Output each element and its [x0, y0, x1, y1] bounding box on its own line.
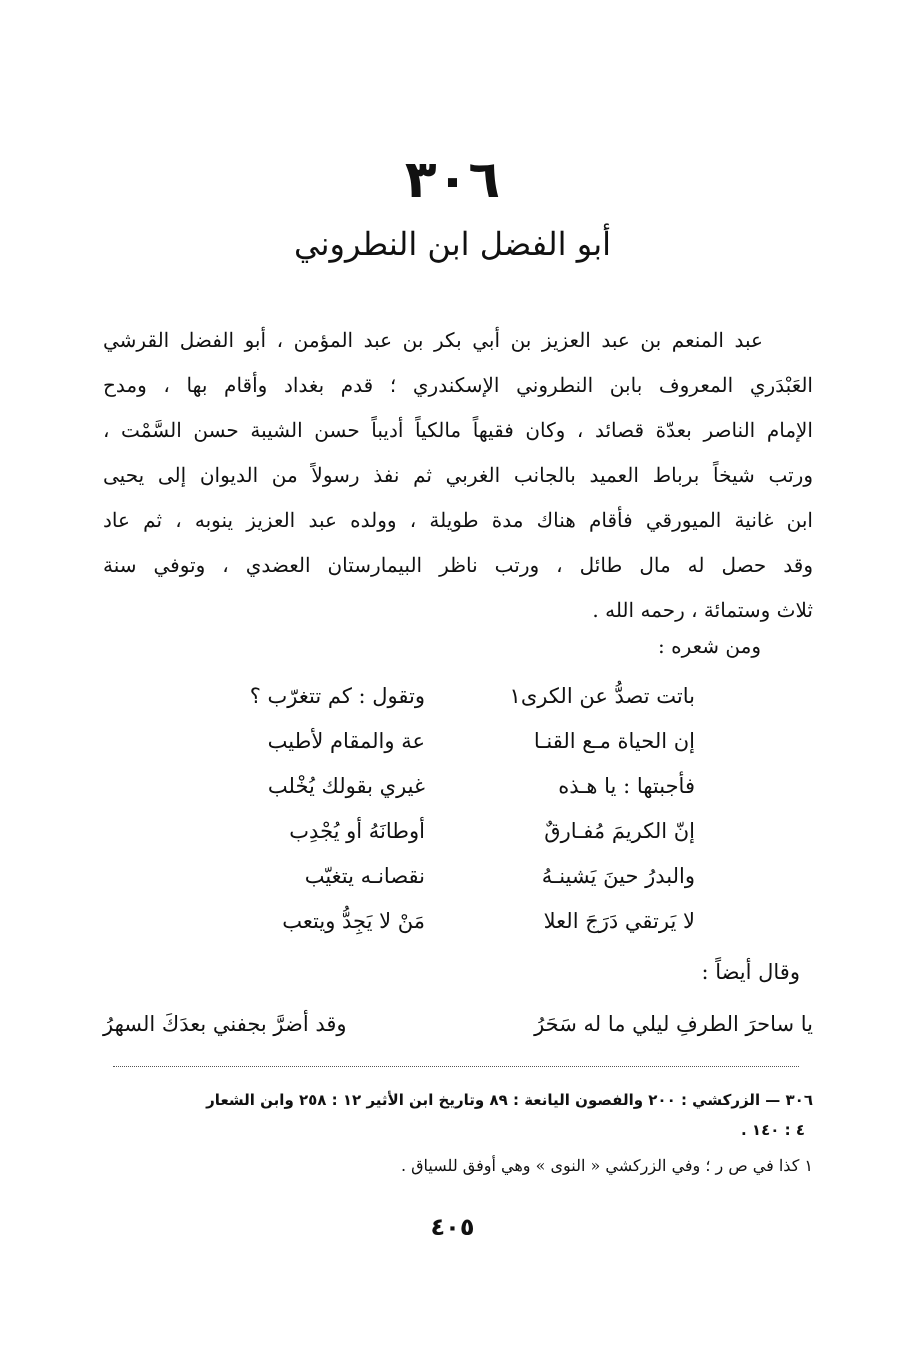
footnote-divider [113, 1066, 799, 1067]
verse-first-hemistich: والبدرُ حينَ يَشينـهُ [541, 864, 695, 888]
verse-second-hemistich: وقد أضرَّ بجفني بعدَكَ السهرُ [103, 1012, 347, 1036]
page-number: ٤٠٥ [430, 1213, 475, 1241]
verse-first-hemistich: إن الحياة مـع القنـا [533, 729, 695, 753]
verse-second-hemistich: غيري بقولك يُخْلب [267, 774, 425, 798]
biography-line: ابن غانية الميورقي فأقام هناك مدة طويلة ، وولده عبد العزيز ينوبه ، ثم عاد [103, 508, 813, 532]
biography-line: عبد المنعم بن عبد العزيز بن أبي بكر بن عبد المؤمن ، أبو الفضل القرشي [103, 328, 763, 352]
verse-second-hemistich: نقصانـه يتغيّب [304, 864, 425, 888]
verse-second-hemistich: أوطانَهُ أو يُجْدِب [289, 819, 425, 843]
verse [190, 719, 695, 764]
footnote-note: ١ كذا في ص ر ؛ وفي الزركشي « النوى » وهي أوفق للسياق . [400, 1156, 813, 1175]
verse [190, 854, 695, 899]
verse-first-hemistich: لا يَرتقي دَرَجَ العلا [543, 909, 695, 933]
verse [190, 899, 695, 944]
biography-line: ورتب شيخاً برباط العميد بالجانب الغربي ثم نفذ رسولاً من الديوان إلى يحيى [103, 463, 813, 487]
poetry-intro: ومن شعره : [658, 634, 761, 658]
verse-first-hemistich: يا ساحرَ الطرفِ ليلي ما له سَحَرُ [534, 1012, 813, 1036]
verse-second-hemistich: وتقول : كم تتغرّب ؟ [249, 684, 425, 708]
entry-number: ٣٠٦ [404, 150, 501, 210]
entry-title: أبو الفضل ابن النطروني [293, 225, 612, 263]
verse-first-hemistich: باتت تصدُّ عن الكرى١ [509, 684, 695, 708]
verse [190, 809, 695, 854]
verse [190, 764, 695, 809]
verse [103, 1002, 813, 1046]
footnotes [103, 1085, 813, 1181]
poem [190, 674, 695, 944]
verse-second-hemistich: عة والمقام لأطيب [267, 729, 425, 753]
verse-first-hemistich: فأجبتها : يا هـذه [558, 774, 695, 798]
footnote-sources-continued: ٤ : ١٤٠ . [741, 1121, 805, 1139]
also-said-heading: وقال أيضاً : [701, 960, 800, 984]
biography-line: ثلاث وستمائة ، رحمه الله . [592, 598, 813, 622]
biography-line: الإمام الناصر بعدّة قصائد ، وكان فقيهاً مالكياً أديباً حسن الشيبة حسن السَّمْت ، [103, 418, 813, 442]
verse-first-hemistich: إنّ الكريمَ مُفـارقٌ [544, 819, 695, 843]
footnote-sources: ٣٠٦ — الزركشي : ٢٠٠ والفصون اليانعة : ٨٩ وتاريخ ابن الأثير ١٢ : ٢٥٨ وابن الشعار [206, 1091, 813, 1109]
biography-line: وقد حصل له مال طائل ، ورتب ناظر البيمارستان العضدي ، وتوفي سنة [103, 553, 813, 577]
biography-paragraph [103, 318, 813, 633]
verse-second-hemistich: مَنْ لا يَجِدُّ ويتعب [282, 909, 425, 933]
verse [190, 674, 695, 719]
biography-line: العَبْدَري المعروف بابن النطروني الإسكندري ؛ قدم بغداد وأقام بها ، ومدح [103, 373, 813, 397]
